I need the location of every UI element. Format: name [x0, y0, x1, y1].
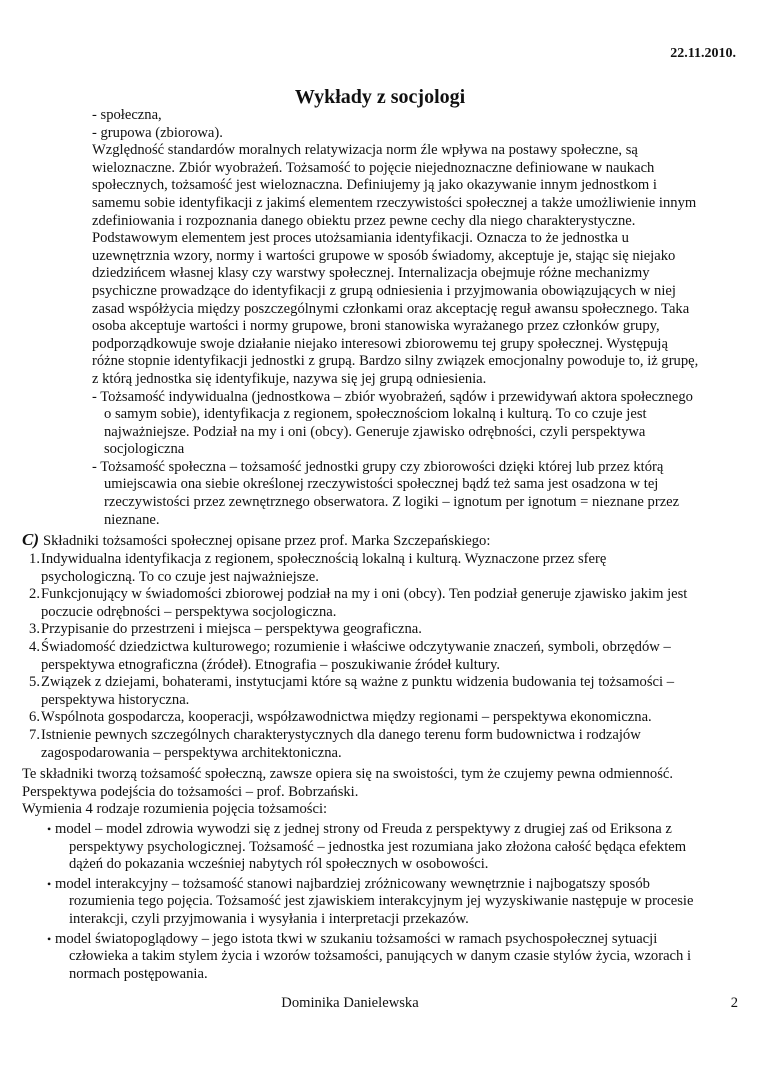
text-line: Wymienia 4 rodzaje rozumienia pojęcia tożsamości: [22, 801, 328, 818]
text-line: Świadomość dziedzictwa kulturowego; rozumienie i właściwe odczytywanie znaczeń, symboli, obrzędów – [41, 638, 671, 655]
section-letter: C) [22, 530, 39, 549]
item-number: 1. [29, 551, 40, 567]
numbered-list-item [27, 709, 687, 727]
text-line: - społeczna, [92, 107, 162, 123]
text-line: socjologiczna [104, 441, 185, 458]
footer-author: Dominika Danielewska [281, 995, 419, 1011]
text-line: perspektywy psychologicznej. Tożsamość – jednostka jest rozumiana jako złożona całość będąca efektem [69, 838, 687, 855]
text-line: podporządkowuje swoje działanie niejako interesowi zbiorowemu tej grupy społecznej. Występują [92, 335, 668, 352]
text-line: Wspólnota gospodarcza, kooperacji, współzawodnictwa między regionami – perspektywa ekonomiczna. [41, 709, 652, 726]
text-line: rozumienia tego pojęcia. Tożsamość jest zjawiskiem interakcyjnym jej wyzyskiwanie następuje w procesie [69, 893, 694, 910]
item-text [40, 727, 641, 762]
text-line: Związek z dziejami, bohaterami, instytucjami które są ważne z punktu widzenia budowania tej tożsamości – [41, 674, 674, 691]
item-text [40, 639, 671, 674]
text-line: - Tożsamość społeczna – tożsamość jednostki grupy czy zbiorowości dzięki której lub przez którą [92, 458, 664, 475]
text-line: psychiczne prowadzące do identyfikacji z grupą odniesienia i przyjmowania obowiązujących w niej [92, 282, 676, 299]
intro-paragraph [92, 107, 698, 529]
text-line: - grupowa (zbiorowa). [92, 124, 223, 141]
text-line: osoba akceptuje wartości i normy grupowe, broni stanowiska wyrażanego przez członków grupy, [92, 318, 660, 335]
item-text [40, 709, 652, 727]
item-number: 7. [29, 726, 40, 743]
text-line: • model światopoglądowy – jego istota tkwi w szukaniu tożsamości w ramach psychospołecznej sytuacji [47, 931, 693, 949]
bullet-list-item [47, 821, 693, 874]
text-line: psychologiczną. To co czuje jest najważniejsze. [41, 568, 319, 585]
item-text [40, 621, 422, 639]
text-line: Indywidualna identyfikacja z regionem, społecznością lokalną i kulturą. Wyznaczone przez sferę [41, 551, 607, 567]
text-line: różne stopnie identyfikacji jednostki z grupą. Bardzo silny związek emocjonalny powoduje to, iż grupę, [92, 353, 699, 370]
text-line: umiejscawia ona siebie określonej rzeczywistości społecznej bądź też sama jest osadzona w tej [104, 476, 659, 493]
text-line: perspektywa historyczna. [41, 691, 190, 708]
text-line: zdefiniowania i rozpoznania danego obiektu przez pewne cechy dla niego charakterystyczne. [92, 212, 636, 229]
item-number: 5. [29, 674, 40, 691]
text-line: Podstawowym elementem jest proces utożsamiania identyfikacji. Oznacza to że jednostka u [92, 230, 629, 247]
item-number: 6. [29, 709, 40, 726]
numbered-list-item [27, 621, 687, 639]
numbered-list-item [27, 551, 687, 586]
text-line: z którą jednostka się identyfikuje, nazywa się jej grupą odniesienia. [92, 370, 487, 387]
item-text [40, 674, 674, 709]
closing-paragraph [22, 766, 673, 819]
page-title: Wykłady z socjologi [294, 86, 466, 108]
item-text [40, 586, 687, 621]
section-c-heading [22, 531, 490, 549]
dash-list-item [92, 459, 698, 529]
text-line: człowieka a takim stylem życia i wzorów tożsamości, panujących w danym czasie stylów życia, wzorach i [69, 948, 692, 965]
page-number: 2 [730, 995, 738, 1011]
text-line: najważniejsze. Podział na my i oni (obcy). Generuje zjawisko odrębności, czyli perspektywa [104, 423, 646, 440]
section-heading-text: Składniki tożsamości społecznej opisane przez prof. Marka Szczepańskiego: [43, 533, 491, 549]
text-line: nieznane. [104, 511, 160, 528]
document-date: 22.11.2010. [670, 46, 736, 61]
text-line: rzeczywistości przez zewnętrznego obserwatora. Z logiki – ignotum per ignotum = nieznane przez [104, 494, 680, 511]
text-line: o samym sobie), identyfikacja z regionem, społecznościom lokalną i kulturą. To co czuje jest [104, 406, 647, 423]
numbered-list-item [27, 674, 687, 709]
text-line: uzewnętrznia wzory, normy i wartości grupowe w sposób świadomy, akceptuje je, stając się niejako [92, 247, 676, 264]
item-number: 2. [29, 586, 40, 603]
bullet-list-item [47, 931, 693, 984]
item-text [40, 551, 606, 586]
text-line: Perspektywa podejścia do tożsamości – prof. Bobrzański. [22, 783, 359, 800]
text-line: zagospodarowania – perspektywa architektoniczna. [41, 744, 342, 761]
text-line: Istnienie pewnych szczególnych charakterystycznych dla danego terenu form budownictwa i rodzajów [41, 726, 641, 743]
text-line: dążeń do pokazania wcześniej nabytych ról społecznych w osobowości. [69, 856, 489, 873]
dash-list-item [92, 389, 698, 459]
bullet-list-item [47, 876, 693, 929]
item-number: 3. [29, 621, 40, 638]
text-line: poczucie odrębności – perspektywa socjologiczna. [41, 603, 337, 620]
text-line: Te składniki tworzą tożsamość społeczną, zawsze opiera się na swoistości, tym że czujemy pewna odmienność. [22, 766, 674, 782]
text-line: zasad współżycia między poszczególnymi członkami oraz akceptację reguł awansu społecznego. Taka [92, 300, 690, 317]
text-line: społecznych, tożsamość jest wieloznaczna. Definiujemy ją jako okazywanie innym jednostkom i [92, 177, 657, 194]
bullet-list [47, 821, 693, 985]
numbered-list-item [27, 639, 687, 674]
text-line: • model – model zdrowia wywodzi się z jednej strony od Freuda z perspektywy z drugiej zaś od Eriksona z [47, 821, 693, 839]
text-line: samemu sobie identyfikacji z jakimś elementem rzeczywistości społecznej a także umożliwienie innym [92, 194, 697, 211]
text-line: - Tożsamość indywidualna (jednostkowa – zbiór wyobrażeń, sądów i przewidywań aktora społecznego [92, 388, 693, 405]
numbered-list [27, 551, 687, 762]
text-line: • model interakcyjny – tożsamość stanowi najbardziej zróżnicowany wewnętrznie i najbogatszy sposób [47, 876, 693, 894]
text-line: Względność standardów moralnych relatywizacja norm źle wpływa na postawy społeczne, są [92, 142, 638, 159]
text-line: Przypisanie do przestrzeni i miejsca – perspektywa geograficzna. [41, 621, 422, 638]
numbered-list-item [27, 586, 687, 621]
text-line: interakcji, czyli przyjmowania i wysyłania i interpretacji przekazów. [69, 910, 469, 927]
text-line: wieloznaczne. Zbiór wyobrażeń. Tożsamość to pojęcie niejednoznaczne definiowane w naukach [92, 159, 655, 176]
text-line: normach postępowania. [69, 965, 208, 982]
text-line: dziedzińcem własnej klasy czy warstwy społecznej. Internalizacja obejmuje różne mechanizmy [92, 265, 650, 282]
text-line: perspektywa etnograficzna (źródeł). Etnografia – poszukiwanie źródeł kultury. [41, 656, 500, 673]
item-number: 4. [29, 638, 40, 655]
numbered-list-item [27, 727, 687, 762]
text-line: Funkcjonujący w świadomości zbiorowej podział na my i oni (obcy). Ten podział generuje zjawisko jakim jest [41, 586, 688, 603]
